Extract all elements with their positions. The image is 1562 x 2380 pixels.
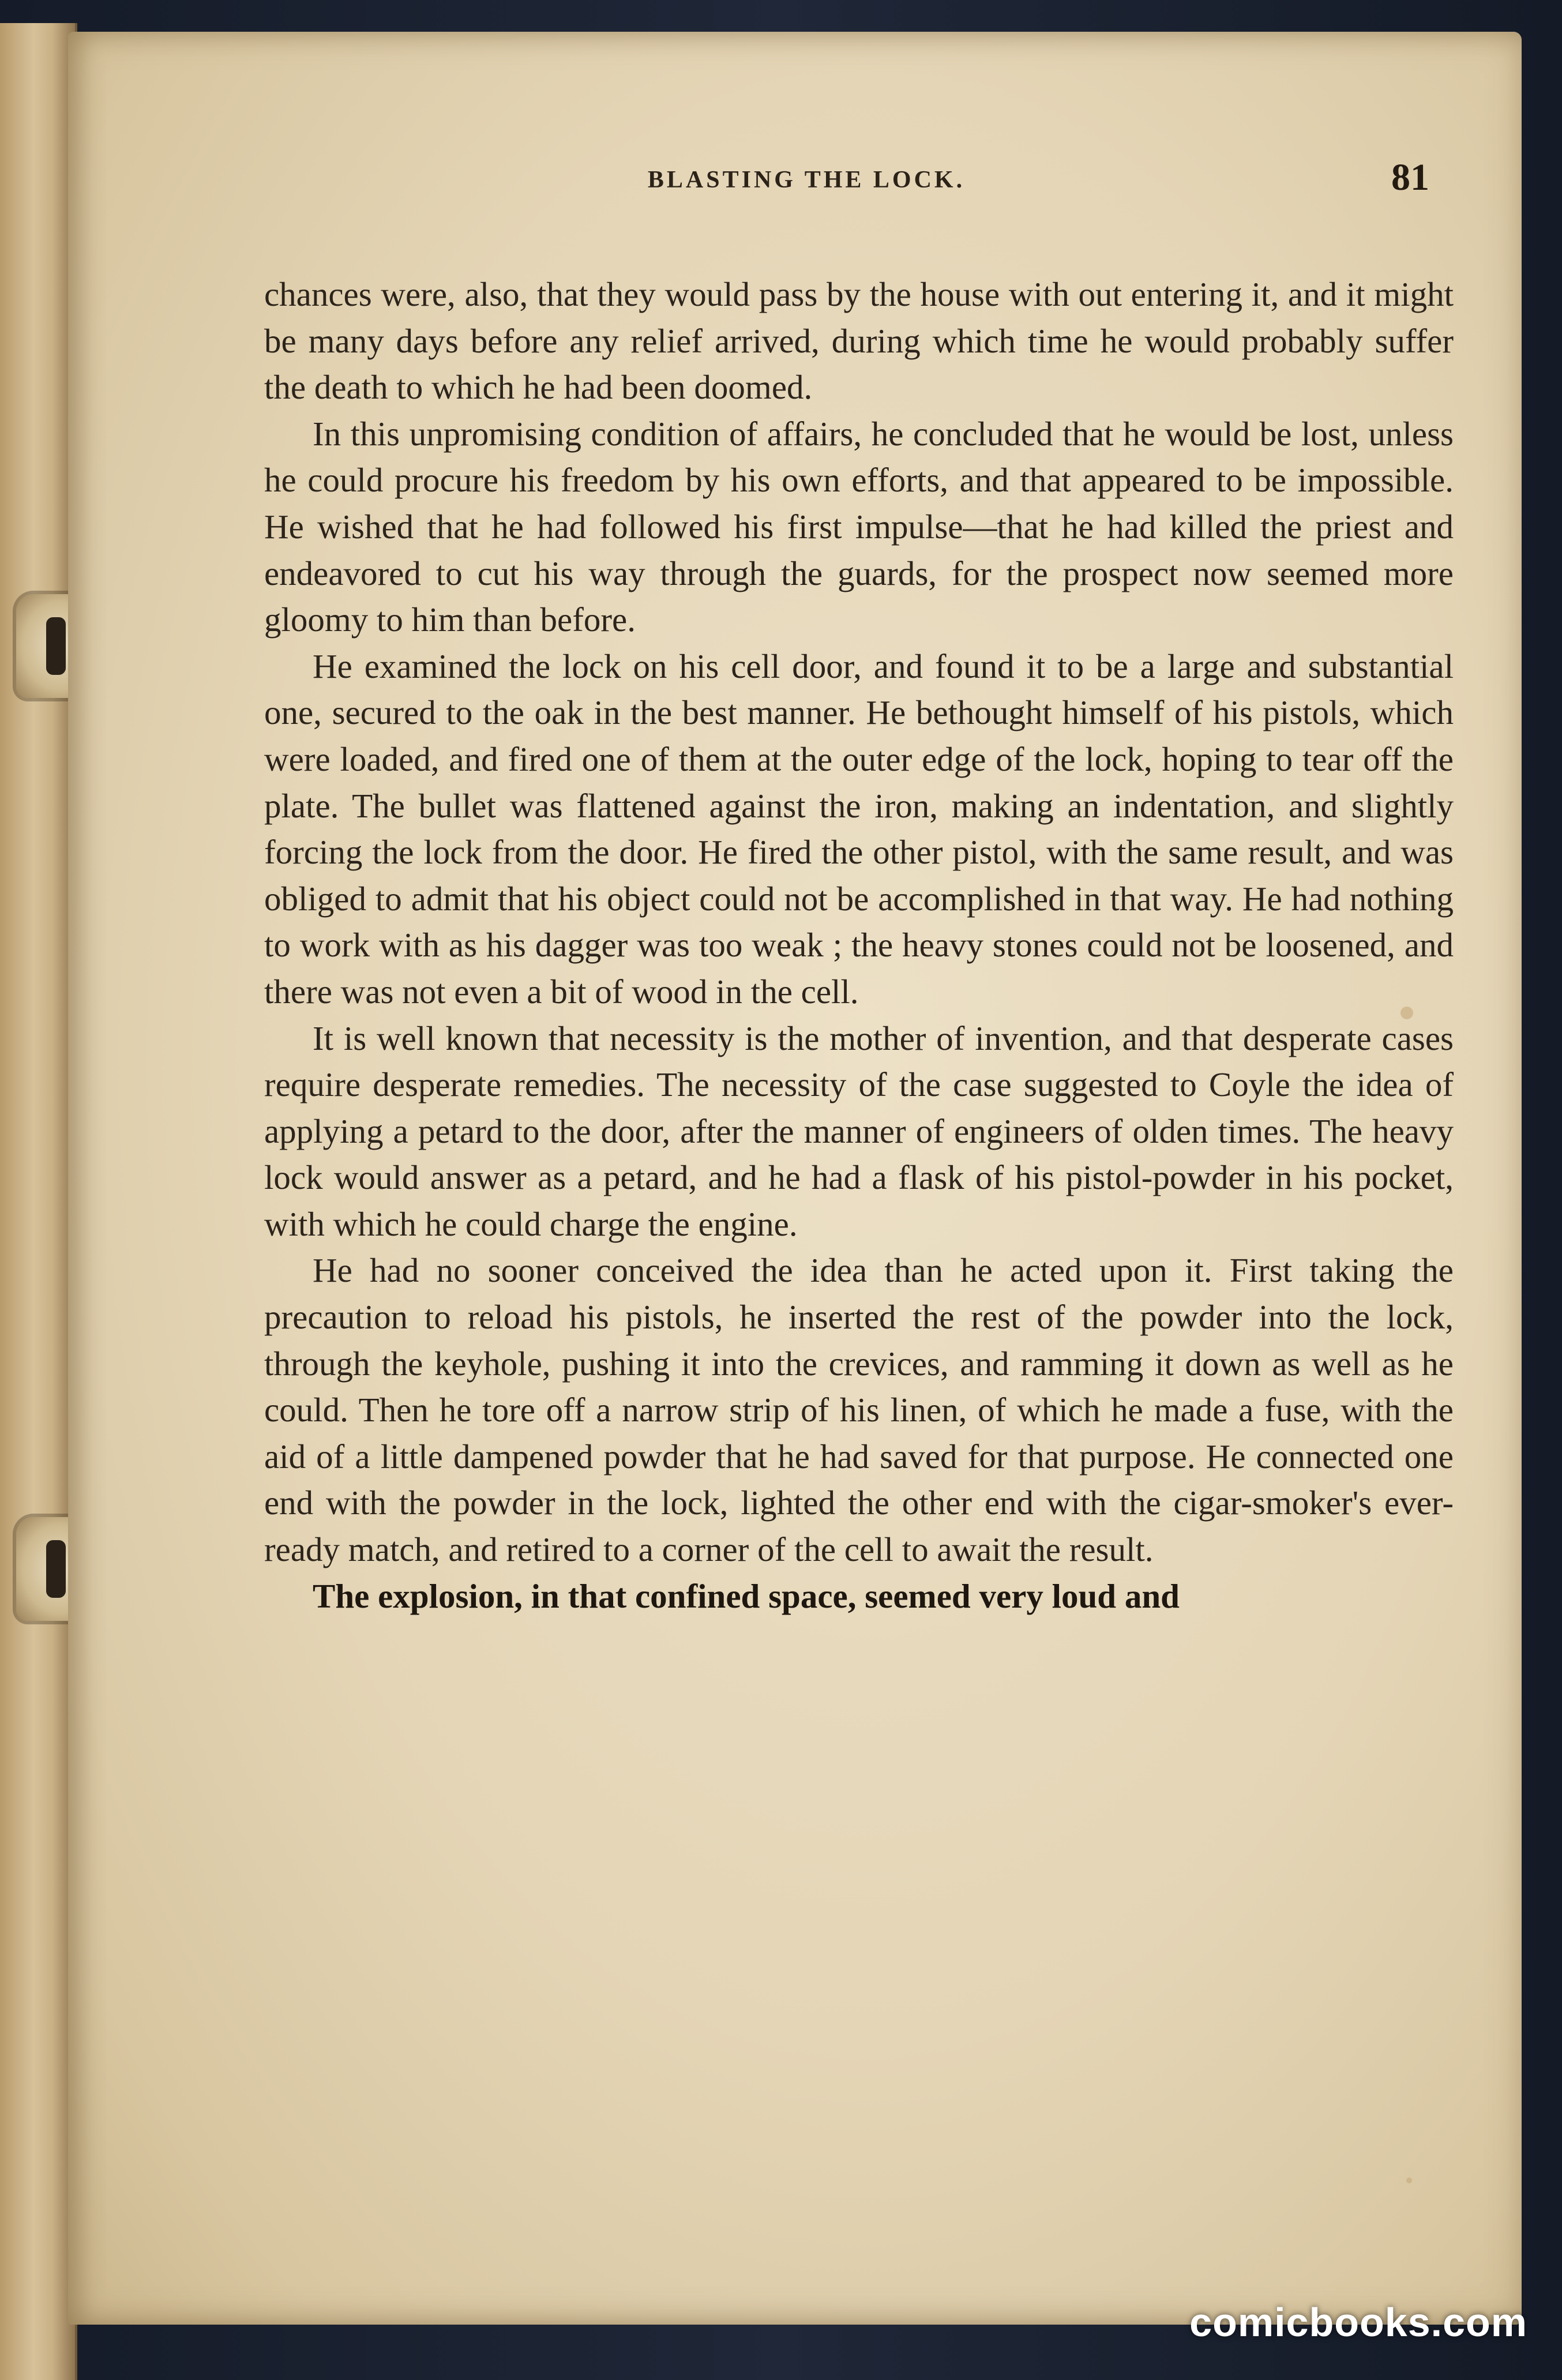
body-text	[264, 271, 1454, 1619]
running-header	[68, 156, 1522, 202]
paragraph-5: He had no sooner conceived the idea than he acted upon it. First taking the precaution to reload his pistols, he inserted the rest of the powder into the lock, through the keyhole, pushing it into the crevices, and ramming it down as well as he could. Then he tore off a narrow strip of his linen, of which he made a fuse, with the aid of a little dampened powder that he had saved for that purpose. He connected one end with the powder in the lock, lighted the other end with the cigar-smoker's ever-ready match, and retired to a corner of the cell to await the result.	[264, 1251, 1454, 1569]
page-spine-edge	[0, 23, 77, 2380]
paragraph-6: The explosion, in that confined space, seemed very loud and	[313, 1576, 1180, 1615]
paper-speck	[1400, 1007, 1413, 1019]
running-title: BLASTING THE LOCK.	[647, 167, 966, 193]
binding-hole-upper	[46, 617, 66, 675]
paragraph-3: He examined the lock on his cell door, and found it to be a large and substantial one, secured to the oak in the best manner. He bethought himself of his pistols, which were loaded, and fired one of them at the outer edge of the lock, hoping to tear off the plate. The bullet was flattened against the iron, making an indentation, and slightly forcing the lock from the door. He fired the other pistol, with the same result, and was obliged to admit that his object could not be accomplished in that way. He had nothing to work with as his dagger was too weak ; the heavy stones could not be loosened, and there was not even a bit of wood in the cell.	[264, 647, 1454, 1011]
paragraph-2: In this unpromising condition of affairs, he concluded that he would be lost, unless he could procure his freedom by his own efforts, and that appeared to be impossible. He wished that he had followed his first impulse—that he had killed the priest and endeavored to cut his way through the guards, for the prospect now seemed more gloomy to him than before.	[264, 414, 1454, 639]
paragraph-1: chances were, also, that they would pass by the house with out entering it, and it might be many days before any relief arrived, during which time he would probably suffer the death to which he had been doomed.	[264, 275, 1454, 407]
site-watermark: comicbooks.com	[1189, 2300, 1527, 2345]
paragraph-4: It is well known that necessity is the mother of invention, and that desperate cases require desperate remedies. The necessity of the case suggested to Coyle the idea of applying a petard to the door, after the manner of engineers of olden times. The heavy lock would answer as a petard, and he had a flask of his pistol-powder in his pocket, with which he could charge the engine.	[264, 1019, 1454, 1243]
page-number: 81	[1391, 156, 1429, 198]
binding-hole-lower	[46, 1540, 66, 1598]
paper-speck	[1406, 2178, 1412, 2183]
book-page	[68, 32, 1522, 2325]
